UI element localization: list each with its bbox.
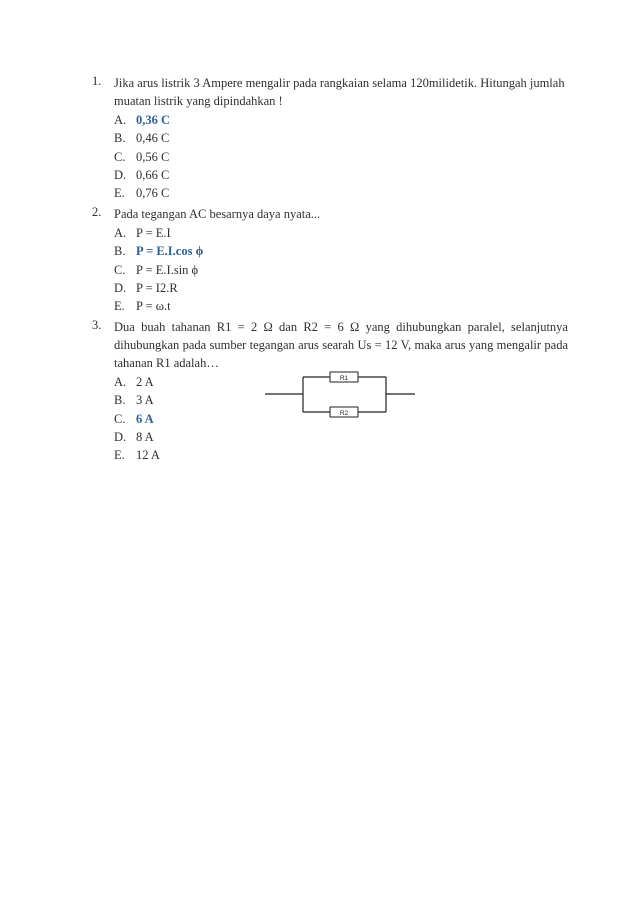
option-e[interactable]: [114, 184, 568, 202]
parallel-circuit-diagram: [265, 370, 415, 422]
option-letter: B.: [114, 393, 126, 408]
option-text: 12 A: [136, 448, 160, 463]
question-text: Dua buah tahanan R1 = 2 Ω dan R2 = 6 Ω yang dihubungkan paralel, selanjutnya dihubungkan pada sumber tegangan arus searah Us = 12 V, maka arus yang mengalir pada tahanan R1 adalah…: [114, 320, 568, 370]
option-text: P = E.I.sin ϕ: [136, 262, 199, 277]
option-b[interactable]: [114, 242, 568, 260]
question-number: 3.: [92, 318, 102, 332]
option-text: P = E.I: [136, 226, 171, 240]
option-letter: A.: [114, 375, 127, 389]
options-list: [114, 111, 568, 202]
r1-label: R1: [339, 375, 349, 383]
option-letter: D.: [114, 167, 127, 182]
option-a[interactable]: [114, 111, 568, 129]
option-text: 0,46 C: [136, 131, 170, 146]
question-1: [92, 74, 568, 202]
option-c[interactable]: [114, 148, 568, 166]
question-number: 2.: [92, 205, 102, 219]
option-text: 3 A: [136, 393, 154, 408]
option-text: P = I2.R: [136, 280, 178, 295]
options-list: [114, 224, 568, 315]
option-text: 0,76 C: [136, 186, 170, 201]
question-number: 1.: [92, 74, 102, 88]
option-text: 8 A: [136, 429, 154, 444]
option-letter: A.: [114, 113, 127, 127]
option-letter: E.: [114, 299, 125, 314]
option-letter: B.: [114, 131, 126, 146]
option-letter: D.: [114, 280, 127, 295]
option-text-answer: P = E.I.cos ϕ: [136, 244, 204, 259]
question-text: Jika arus listrik 3 Ampere mengalir pada rangkaian selama 120milidetik. Hitungah jumlah muatan listrik yang dipindahkan !: [114, 76, 565, 108]
option-text: 0,66 C: [136, 167, 170, 182]
option-d[interactable]: [114, 279, 568, 297]
option-text: 0,56 C: [136, 149, 170, 164]
option-letter: E.: [114, 448, 125, 463]
option-text-answer: 6 A: [136, 411, 154, 426]
option-letter: C.: [114, 262, 126, 277]
option-a[interactable]: [114, 224, 568, 242]
option-letter: C.: [114, 149, 126, 164]
option-letter: C.: [114, 411, 126, 426]
option-text-answer: 0,36 C: [136, 113, 171, 127]
question-text: Pada tegangan AC besarnya daya nyata...: [114, 207, 321, 221]
option-letter: A.: [114, 226, 127, 240]
option-e[interactable]: [114, 297, 568, 315]
option-e[interactable]: [114, 446, 568, 464]
question-2: [92, 205, 568, 315]
option-text: 2 A: [136, 375, 154, 389]
option-b[interactable]: [114, 129, 568, 147]
option-d[interactable]: [114, 428, 568, 446]
option-d[interactable]: [114, 166, 568, 184]
option-letter: B.: [114, 244, 126, 259]
option-letter: D.: [114, 429, 127, 444]
option-text: P = ω.t: [136, 299, 171, 314]
option-letter: E.: [114, 186, 125, 201]
option-c[interactable]: [114, 261, 568, 279]
r2-label: R2: [339, 410, 349, 418]
